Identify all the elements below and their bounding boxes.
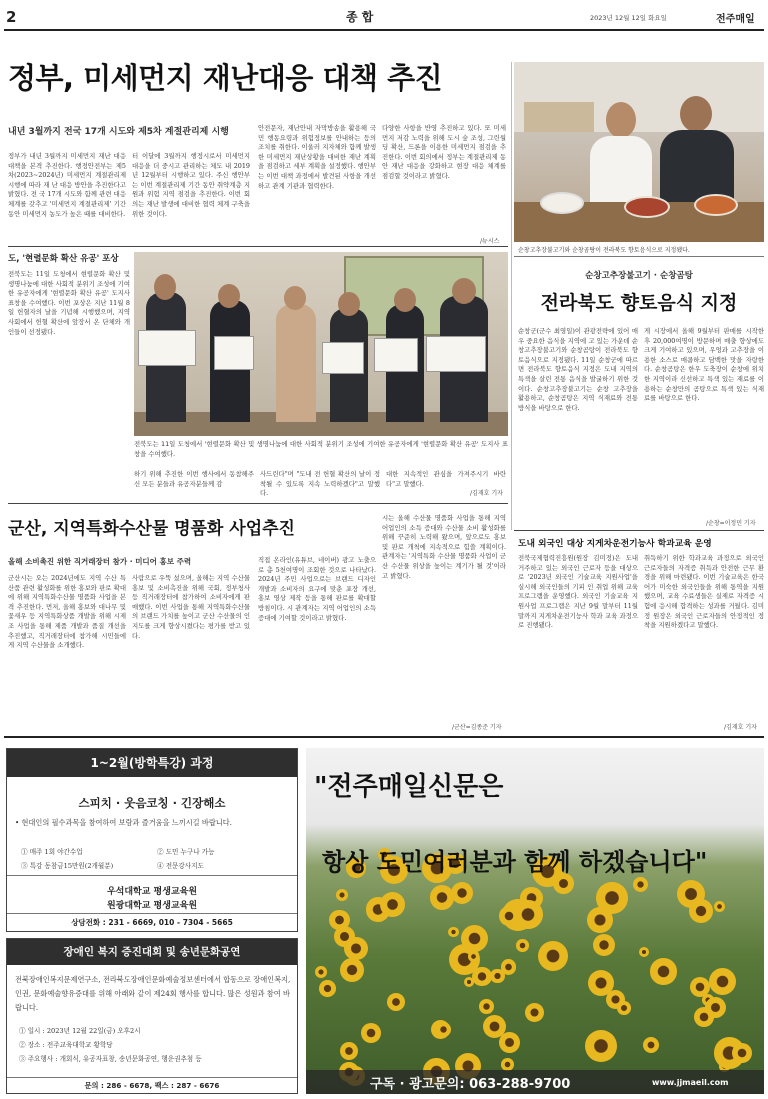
foreign-credit: /김재호 기자 [724,724,757,731]
sunflower [596,882,628,914]
sunflower [516,939,528,951]
page-header [0,0,768,30]
sunflower [639,947,649,957]
gunsan-col-4: 시는 올해 수산물 명품화 사업을 통해 지역 어업인의 소득 증대와 수산물 소비 활성화를 위해 꾸준히 노력해 왔으며, 앞으로도 홍보 및 판로 개척에 지속적으로 힘쓸 계획이다. 관계자는 '지역특화 수산물 명품화 사업이 군산 수산물 위상을 높이는 계기가 될 것'이라고 밝혔다. [382,514,506,580]
ad-event-body: 전북장애인복지문제연구소, 전라북도장애인문화예술정보센터에서 합동으로 장애인복지, 인권, 문화예술향유증대를 위해 아래와 같이 제24회 행사를 합니다. 많은 성원과 참여 바랍니다. [15,975,291,1012]
ad-event-item-2: ② 장소 : 전주교육대학교 황학당 [19,1041,113,1049]
gunsan-col-1: 군산시는 오는 2024년에도 지역 수산 특산품 관련 활성화를 위한 홍보와 판로 확대에 위해 지역특화수산물 명품화 사업을 본격 추진한다. 먼저, 올해 홍보와 대나무 및 꽃새우 등 지역특화상품 개발을 위해 시제조 사업을 통해 제품 개발과 품질 개선을 추진했고, 직거래장터에 참가해 시민들에게 지역 수산물을 소개했다. [8,574,126,650]
person-right-head [680,96,712,132]
certificate-1 [138,330,196,366]
sunflower [593,934,615,956]
certificate-4 [374,338,418,372]
header-rule [4,29,764,31]
sunflower [643,1037,659,1053]
sunflower [448,927,459,938]
dish-bowl-3 [694,194,738,216]
main-headline: 정부, 미세먼지 재난대응 대책 추진 [8,61,443,95]
ad-event-title: 장애인 복지 증진대회 및 송년문화공연 [63,946,241,958]
ad-course-intro: • 현대인의 필수과목을 참여하여 보람과 즐거움을 느끼시길 바랍니다. [15,818,232,827]
person-2-head [218,284,240,308]
ad-course-item-1: ① 매주 1회 야간수업 [21,848,83,856]
sunflower-field [306,848,764,1094]
promo-col-1: 전북도는 11일 도청에서 현렬문화 확산 및 생명나눔에 대한 사회적 분위기 조성에 기여한 유공자에게 '현렬문화 확산 유공' 도지사 표창을 수여했다. 이번 포상은 지난 11월 8일 헌혈자의 날을 기념해 시행했으며, 지역 사회에서 헌혈 확산에 앞장서 온 단체와 개인들이 선정됐다. [8,270,130,336]
ad-paper-line-1: "전주매일신문은 [314,772,504,802]
promo-kicker: 도, '현렬문화 확산 유공' 포상 [8,254,119,264]
rule-food [514,256,764,257]
certificate-5 [426,336,486,372]
sunflower [336,889,348,901]
ad-paper-footer: 구독 · 광고문의: 063-288-9700 [370,1077,571,1092]
sunflower [451,882,473,904]
food-kicker: 순창고추장불고기 · 순창곰탕 [585,271,693,281]
ad-course-title: 1~2월(방학특강) 과정 [90,756,214,770]
foreign-col-1: 전북국제협력진흥원(원장 김미정)은 도내 거주하고 있는 외국인 근로자 등을 대상으로 '2023년 외국인 기술교육 지원사업'을 실시해 외국인들의 기피 인 취업 위해 교육 프로그램을 운영했다. 외국인 기술교육 지원사업 프로그램은 지난 9월 말부터 11월 말까지 지게차운전기능사 학과 교육 과정으로 진행됐다. [518,554,638,630]
person-1-head [154,274,176,300]
food-photo [514,62,764,242]
ad-course-org-2: 원광대학교 평생교육원 [106,901,198,911]
food-headline: 전라북도 향토음식 지정 [540,292,738,314]
ad-course-contact: 상담전화 : 231 - 6669, 010 - 7304 - 5665 [71,918,233,927]
sunflower [479,999,494,1014]
ad-course-org-1: 우석대학교 평생교육원 [106,887,198,897]
ad-course [6,748,298,932]
ad-course-divider [7,875,297,876]
sunflower [585,1030,617,1062]
sunflower [361,1023,381,1043]
sunflower [732,1043,752,1063]
sunflower [617,1001,630,1014]
ad-course-item-2: ② 도민 누구나 가능 [157,848,215,856]
main-col-2: 터 이달에 3월까지 행정시로서 미세먼지 대응을 더 중시고 관리하는 체도 내 2019년 12월부터 시행하고 있다. 주신 행안부는 이번 계절관리제 기간 동안 취약계층 지원과 위험 지역 점검을 추진한다. 이번 회의는 재난 발생에 대비한 협력 체계 구축을 위한 것이다. [132,152,250,218]
ad-course-title-bar [7,749,297,777]
ad-course-item-3: ③ 특강 동참금15만원(2개월분) [21,862,114,870]
sunflower [694,1007,714,1027]
ad-event-item-3: ③ 주요행사 : 개회식, 유공자표창, 송년문화공연, 행운권추첨 등 [19,1055,202,1063]
foreign-headline: 도내 외국인 대상 지게차운전기능사 학과교육 운영 [518,539,712,549]
gunsan-credit: /군산=김종준 기자 [452,724,502,731]
ad-event-item-1: ① 일시 : 2023년 12월 22일(금) 오후2시 [19,1027,141,1035]
certificate-2 [214,336,254,370]
main-credit: /뉴시스 [480,238,500,245]
sunflower [344,937,368,961]
issue-date: 2023년 12월 12일 화요일 [590,14,667,22]
rule-promo [8,503,508,504]
gunsan-subheading: 올해 소비촉진 위한 직거래장터 참가 · 미디어 홍보 주력 [8,557,192,566]
promo-bottom-2: 사드린다"며 "도내 전 헌혈 확산의 날이 정착될 수 있도록 지속 노력하겠다"고 말했다. [260,470,380,498]
person-4-head [338,292,360,316]
sunflower [650,958,677,985]
sunflower [387,993,406,1012]
dish-bowl-1 [540,192,584,214]
person-5-head [394,288,416,312]
sunflower [499,1032,520,1053]
food-col-1: 순창군(군수 최영일)이 관광전략에 있어 매우 중요한 음식을 지역에 고 있는 가운데 순창고추장불고기와 순창곰탕이 전라북도 향토음식으로 지정됐다. 11일 순창군에 따르면 전라북도 향토음식 지정은 도내 지역의 특색을 살린 전통 음식을 발굴하기 위한 것이다. 순창고추장불고기는 순창 고추장을 활용하고, 순창곰탕은 지역 식재료와 전통 방식을 바탕으로 한다. [518,327,638,412]
ad-event [6,938,298,1094]
ad-course-divider-2 [7,913,297,914]
gunsan-headline: 군산, 지역특화수산물 명품화 사업추진 [8,519,295,539]
sunflower [501,1058,514,1071]
main-col-3: 안전문자, 재난안내 자막방송을 활용해 국민 행동요령과 위험정보를 안내하는 등의 조치를 취한다. 이울러 지자체와 함께 발생한 미세먼지 재난상황을 대비한 재난 계획을 점검하고 세부 계획을 설정했다. 행안부는 이번 대책 과정에서 발견된 사항을 개선하고 관계 기관과 협력한다. [258,124,376,190]
sunflower [319,980,336,997]
food-col-2: 게 시장에서 올해 9월부터 판매를 시작한 후 20,000여명이 방문하며 매출 향상에도 크게 기여하고 있으며, 우엉과 고추장을 이용한 소스로 매콤하고 담백한 맛을 자랑한다. 순창곰탕은 한우 도축장이 순창에 위치한 지역이라 신선하고 특색 있는 재료를 이용하는 순창만의 곰탕으로 특색 있는 식재료를 바탕으로 한다. [644,327,764,403]
sunflower [709,968,736,995]
sunflower [340,958,364,982]
page-number: 2 [6,8,17,26]
section-name: 종 합 [346,10,374,24]
sunflower [633,877,648,892]
sunflower [380,892,405,917]
column-divider [511,62,512,530]
paper-name: 전주매일 [716,14,755,25]
gunsan-col-3: 직접 온라인(유튜브, 네이버) 광고 노출으로 총 5천여명이 조회한 것으로 나타났다. 2024년 주민 사업으로는 브랜드 디자인 개발과 소비자의 요구에 맞춘 포장 개선, 홍보 영상 제작 등을 통해 판로를 확대할 방침이다. 시 관계자는 지역 어업인의 소득 증대에 기여할 것이라고 밝혔다. [258,556,376,622]
ad-paper-url: www.jjmaeil.com [652,1078,729,1087]
sunflower [315,966,327,978]
gunsan-col-2: 사람으로 우뚝 섰으며, 올해는 지역 수산물 홍보 및 소비촉진을 위해 국회, 정부청사 등 직거래장터에 참가하여 소비자에게 판매했다. 이번 사업을 통해 지역특화수산물의 브랜드 가치를 높이고 군산 수산물의 인지도를 크게 향상시켰다는 평가를 받고 있다. [132,574,250,640]
sunflower [340,1042,358,1060]
person-6-head [452,278,476,304]
ad-event-contact: 문의 : 286 - 6678, 팩스 : 287 - 6676 [84,1081,220,1090]
rule-ads [4,736,764,738]
foreign-col-2: 취득하기 위한 학과교육 과정으로 외국인 근로자들의 자격증 취득과 안전한 근무 환경을 위해 마련됐다. 이번 기술교육은 한국어가 미숙한 외국인들을 위해 통역을 지원했으며, 교육 수료생들은 실제로 자격증 시험에 응시해 합격하는 성과를 거뒀다. 김미정 원장은 외국인 근로자들의 안정적인 정착을 지원하겠다고 말했다. [644,554,764,630]
ad-paper-line-2: 항상 도민여러분과 함께 하겠습니다" [322,847,708,876]
main-col-1: 정부가 내년 3월까지 미세먼지 재난 대응 대책을 본격 추진한다. 행정안전부는 제5차(2023∼2024년) 미세먼지 계절관리제 시행에 따라 재 난 대응 방안을 추진한다고 밝혔다. 전 국 17개 시도와 함께 관련 대응 체계를 갖추고 '미세먼지 계절관리제' 기간 동안 미세먼지 농도가 높은 때를 대비한다. [8,152,126,218]
person-left-head [606,102,636,138]
sunflower [538,941,568,971]
main-subheading: 내년 3월까지 전국 17개 시도와 제5차 계절관리제 시행 [8,127,229,137]
certificate-3 [322,342,364,374]
ad-event-divider [7,1077,297,1078]
rule-foreign-top [514,530,764,531]
rule-main [8,246,508,247]
food-credit: /순창=이정민 기자 [706,520,756,527]
promo-bottom-1: 하기 위해 추진한 이번 행사에서 동참해주신 모든 분들과 유공자분들께 감 [134,470,254,488]
ad-course-item-4: ④ 전문강사지도 [157,862,204,870]
dish-bowl-2 [624,196,670,218]
sunflower [472,967,492,987]
promo-credit: /김재호 기자 [470,490,503,497]
ad-paper [306,748,764,1094]
person-3 [276,304,316,422]
ad-course-subtitle: 스피치 · 웃음코칭 · 긴장해소 [78,796,226,810]
wall-shelf [524,102,594,132]
sunflower [490,969,504,983]
award-photo [134,252,508,436]
sunflower [525,1003,544,1022]
promo-bottom-3: 대한 지속적인 관심을 가져주시기 바란다"고 말했다. [386,470,506,488]
ad-event-title-bar [7,939,297,965]
sunflower [714,901,726,913]
person-3-head [284,286,306,310]
food-photo-caption: 순창고추장불고기와 순창곰탕이 전라북도 향토음식으로 지정됐다. [518,247,690,254]
award-photo-caption: 전북도는 11일 도청에서 '현렬문화 확산 및 생명나눔에 대한 사회적 분위기 조성에 기여한 유공자에게 '현렬문화 확산 유공' 도지사 표창을 수여했다. [134,440,508,458]
main-col-4: 다양한 사항을 반영 추진하고 있다. 또 미세먼지 저감 노력을 위해 도시 숲 조성, 그린월딩 확산, 드론을 이용한 미세먼지 점검을 추진한다. 이번 회의에서 정부는 계절관리제 동안 재난 대응을 강화하고 현장 대응 체계를 점검할 것이라고 밝혔다. [382,124,506,180]
sunflower [436,1022,451,1037]
